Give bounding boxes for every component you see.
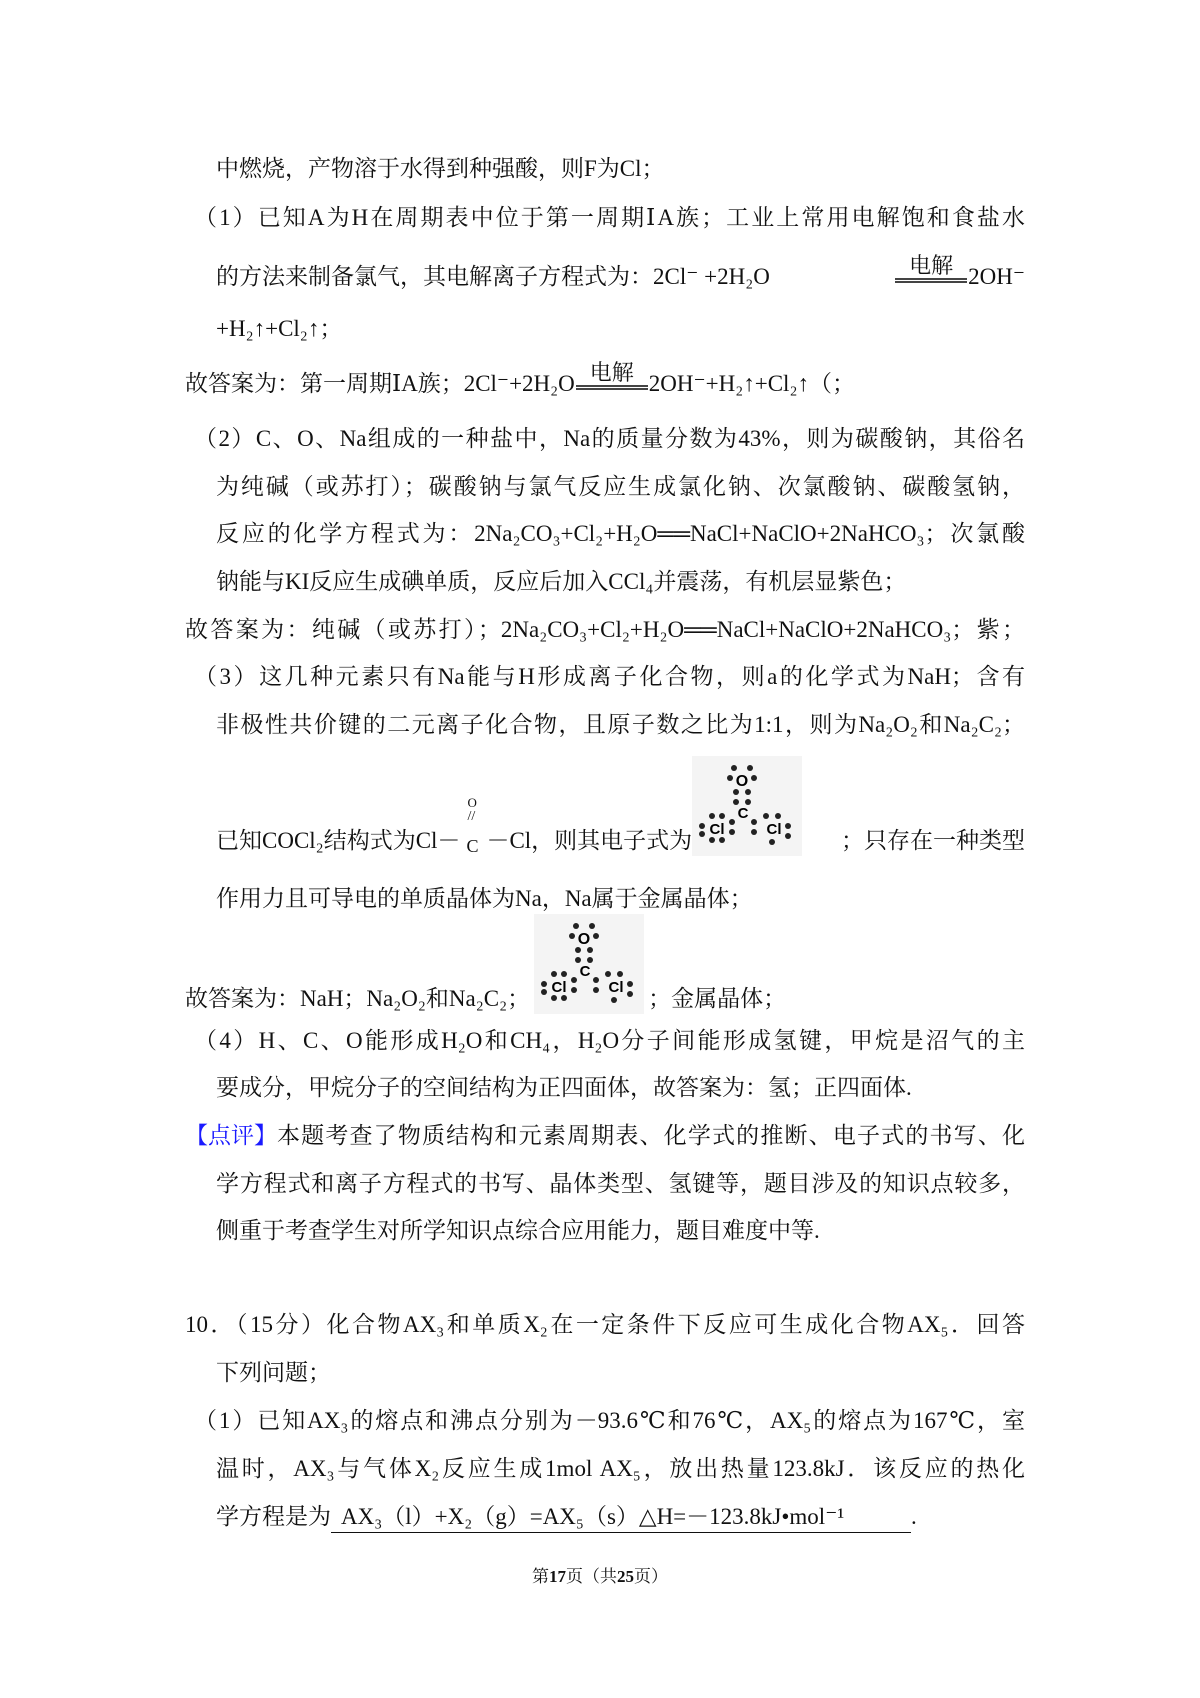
line-p2b: 为纯碱（或苏打）；碳酸钠与氯气反应生成氯化钠、次氯酸钠、碳酸氢钠， (216, 474, 1025, 499)
line-p2d: 钠能与KI反应生成碘单质，反应后加入CCl₄并震荡，有机层显紫色； (216, 569, 907, 594)
line-p1b (216, 250, 1025, 292)
text: 2OH⁻ (968, 264, 1025, 289)
line-review-b: 学方程式和离子方程式的书写、晶体类型、氢键等，题目涉及的知识点较多， (216, 1171, 1025, 1196)
footer-text: 第 (532, 1567, 549, 1586)
condition-label: 电解 (909, 254, 954, 279)
footer-text: 页（共 (566, 1567, 617, 1586)
line-answer-3 (185, 914, 786, 1014)
electron-formula-image (534, 914, 644, 1014)
ef-oxygen: O (577, 931, 591, 948)
line-review (185, 1121, 1025, 1151)
page-number: 17 (549, 1567, 566, 1586)
text: 的方法来制备氯气，其电解离子方程式为：2Cl⁻ +2H₂O (216, 264, 770, 289)
text: 故答案为：第一周期ⅠA族；2Cl⁻+2H₂O (185, 371, 575, 396)
line-q10-1a: （1）已知AX₃的熔点和沸点分别为－93.6℃和76℃，AX₅的熔点为167℃，室 (194, 1408, 1025, 1433)
electron-formula-image (692, 756, 802, 856)
ef-chlorine: Cl (709, 821, 725, 838)
line-p4a: （4）H、C、O能形成H₂O和CH₄，H₂O分子间能形成氢键，甲烷是沼气的主 (194, 1028, 1025, 1053)
equals-sign (895, 278, 967, 283)
question-10-heading: 10．（15分）化合物AX₃和单质X₂在一定条件下反应可生成化合物AX₅．回答 (185, 1312, 1025, 1337)
ef-chlorine: Cl (608, 979, 624, 996)
line-p3a: （3）这几种元素只有Na能与H形成离子化合物，则a的化学式为NaH；含有 (194, 664, 1025, 689)
electrolysis-condition (576, 363, 648, 399)
line-q10b: 下列问题； (216, 1360, 331, 1385)
struct-oxygen: O (467, 795, 477, 810)
condition-label: 电解 (589, 361, 634, 386)
footer-text: 页） (634, 1567, 668, 1586)
ef-oxygen: O (735, 773, 749, 790)
line-q10-1b: 温时，AX₃与气体X₂反应生成1mol AX₅，放出热量123.8kJ．该反应的热化 (216, 1456, 1025, 1481)
equals-sign (576, 385, 648, 390)
total-pages: 25 (617, 1567, 634, 1586)
structural-formula (462, 796, 484, 856)
line-p3d: 作用力且可导电的单质晶体为Na，Na属于金属晶体； (216, 886, 753, 911)
text: 2OH⁻+H₂↑+Cl₂↑（； (648, 371, 855, 396)
line-q10-1c (216, 1502, 917, 1532)
ef-chlorine: Cl (551, 979, 567, 996)
line-p3c (216, 756, 1025, 856)
ef-carbon: C (579, 963, 591, 980)
text: －Cl，则其电子式为 (486, 828, 693, 853)
text: ；金属晶体； (648, 986, 787, 1011)
text: 已知COCl₂结构式为Cl－ (216, 828, 461, 853)
line-p1a: （1）已知A为H在周期表中位于第一周期ⅠA族；工业上常用电解饱和食盐水 (194, 205, 1025, 230)
text: 故答案为：NaH；Na₂O₂和Na₂C₂； (185, 986, 531, 1011)
text: 学方程是为 (216, 1504, 331, 1529)
answer-blank: AX₃（l）+X₂（g）=AX₅（s）△H=－123.8kJ•mol⁻¹ (331, 1502, 911, 1533)
text: ；只存在一种类型 (841, 828, 1025, 853)
ef-carbon: C (737, 805, 749, 822)
ef-chlorine: Cl (766, 821, 782, 838)
line-review-c: 侧重于考查学生对所学知识点综合应用能力，题目难度中等. (216, 1218, 820, 1243)
line-p2c: 反应的化学方程式为：2Na₂CO₃+Cl₂+H₂O══NaCl+NaClO+2NaHCO₃；次氯酸 (216, 521, 1025, 546)
review-label: 【点评】 (185, 1123, 277, 1148)
line-p1c: +H₂↑+Cl₂↑； (216, 316, 343, 341)
text: . (911, 1504, 917, 1529)
struct-double-bond: // (467, 809, 476, 824)
line-answer-1 (185, 357, 855, 399)
line-p3b: 非极性共价键的二元离子化合物，且原子数之比为1:1，则为Na₂O₂和Na₂C₂； (216, 712, 1025, 737)
text: 本题考查了物质结构和元素周期表、化学式的推断、电子式的书写、化 (277, 1123, 1025, 1148)
line-p4b: 要成分，甲烷分子的空间结构为正四面体，故答案为：氢；正四面体. (216, 1075, 912, 1100)
line-l1: 中燃烧，产物溶于水得到种强酸，则F为Cl； (216, 156, 665, 181)
page-footer (0, 1562, 1200, 1587)
electrolysis-condition (895, 256, 967, 292)
line-answer-2: 故答案为：纯碱（或苏打）；2Na₂CO₃+Cl₂+H₂O══NaCl+NaClO+2NaHCO₃；紫； (185, 617, 1025, 642)
struct-carbon: C (466, 836, 479, 856)
line-p2a: （2）C、O、Na组成的一种盐中，Na的质量分数为43%，则为碳酸钠，其俗名 (194, 426, 1025, 451)
